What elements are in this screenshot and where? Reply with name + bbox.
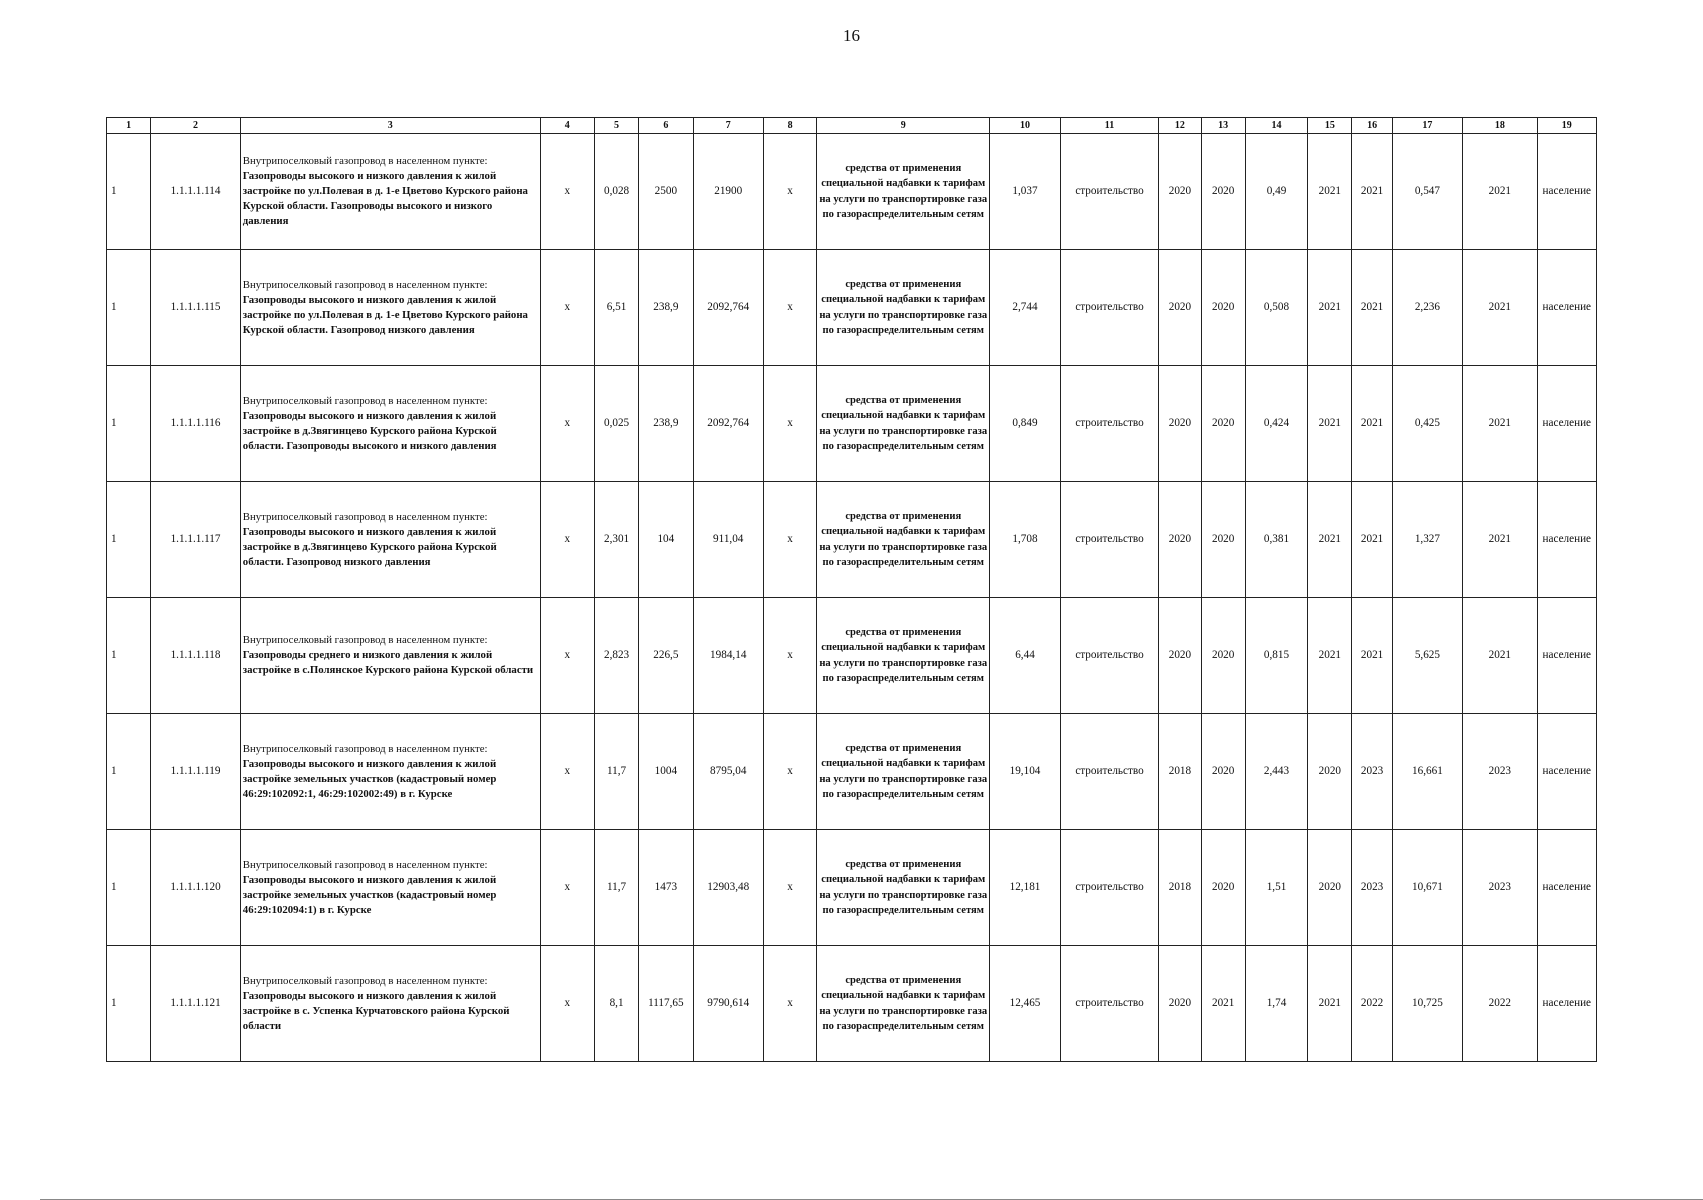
cell-col6: 2500	[639, 134, 693, 250]
row-code: 1.1.1.1.120	[151, 830, 241, 946]
cell-length: 2,823	[594, 598, 638, 714]
cell-col6: 238,9	[639, 366, 693, 482]
description-prefix: Внутрипоселковый газопровод в населенном пункте:	[242, 394, 488, 407]
consumer-group: население	[1537, 714, 1596, 830]
table-row	[107, 366, 1597, 482]
cell-cost: 2,744	[990, 250, 1060, 366]
cell-col8: x	[763, 134, 816, 250]
cell-col6: 1473	[639, 830, 693, 946]
financing-source: средства от применения специальной надбавки к тарифам на услуги по транспортировке газа по газораспределительным сетям	[817, 250, 990, 366]
cell-col16: 2021	[1352, 366, 1392, 482]
description-body: Газопроводы высокого и низкого давления к жилой застройке по ул.Полевая в д. 1-е Цветово Курского района Курской области. Газопровод низкого давления	[242, 293, 528, 336]
row-level: 1	[107, 714, 151, 830]
row-level: 1	[107, 598, 151, 714]
cell-col8: x	[763, 366, 816, 482]
table-row	[107, 598, 1597, 714]
column-header-13: 13	[1201, 118, 1245, 134]
cell-col7: 21900	[693, 134, 763, 250]
cell-col14: 1,74	[1245, 946, 1307, 1062]
row-code: 1.1.1.1.116	[151, 366, 241, 482]
cell-cost: 19,104	[990, 714, 1060, 830]
cell-col4: x	[540, 366, 594, 482]
cell-col8: x	[763, 250, 816, 366]
table-row	[107, 482, 1597, 598]
cell-col15: 2021	[1308, 250, 1352, 366]
cell-col17: 1,327	[1392, 482, 1462, 598]
row-code: 1.1.1.1.121	[151, 946, 241, 1062]
work-type: строительство	[1060, 482, 1159, 598]
table-row	[107, 714, 1597, 830]
cell-col7: 9790,614	[693, 946, 763, 1062]
cell-length: 11,7	[594, 714, 638, 830]
cell-col7: 12903,48	[693, 830, 763, 946]
cell-col16: 2021	[1352, 250, 1392, 366]
work-type: строительство	[1060, 714, 1159, 830]
cell-col7: 2092,764	[693, 366, 763, 482]
cell-col8: x	[763, 830, 816, 946]
object-description	[240, 946, 540, 1062]
table-row	[107, 250, 1597, 366]
financing-source: средства от применения специальной надбавки к тарифам на услуги по транспортировке газа по газораспределительным сетям	[817, 946, 990, 1062]
end-year: 2020	[1201, 598, 1245, 714]
cell-col16: 2021	[1352, 134, 1392, 250]
cell-col7: 2092,764	[693, 250, 763, 366]
cell-col15: 2020	[1308, 714, 1352, 830]
row-level: 1	[107, 946, 151, 1062]
cell-col4: x	[540, 714, 594, 830]
end-year: 2020	[1201, 250, 1245, 366]
object-description	[240, 134, 540, 250]
start-year: 2018	[1159, 830, 1201, 946]
table-row	[107, 946, 1597, 1062]
description-prefix: Внутрипоселковый газопровод в населенном пункте:	[242, 278, 488, 291]
row-code: 1.1.1.1.117	[151, 482, 241, 598]
row-code: 1.1.1.1.118	[151, 598, 241, 714]
column-header-17: 17	[1392, 118, 1462, 134]
cell-col8: x	[763, 714, 816, 830]
description-prefix: Внутрипоселковый газопровод в населенном пункте:	[242, 155, 488, 167]
work-type: строительство	[1060, 134, 1159, 250]
financing-source: средства от применения специальной надбавки к тарифам на услуги по транспортировке газа по газораспределительным сетям	[817, 830, 990, 946]
column-header-14: 14	[1245, 118, 1307, 134]
cell-col15: 2020	[1308, 830, 1352, 946]
cell-length: 8,1	[594, 946, 638, 1062]
consumer-group: население	[1537, 134, 1596, 250]
cell-col15: 2021	[1308, 134, 1352, 250]
cell-col18: 2021	[1463, 250, 1537, 366]
financing-source: средства от применения специальной надбавки к тарифам на услуги по транспортировке газа по газораспределительным сетям	[817, 366, 990, 482]
cell-col14: 1,51	[1245, 830, 1307, 946]
column-header-4: 4	[540, 118, 594, 134]
cell-col4: x	[540, 830, 594, 946]
cell-col14: 2,443	[1245, 714, 1307, 830]
row-level: 1	[107, 250, 151, 366]
cell-col18: 2023	[1463, 830, 1537, 946]
cell-cost: 6,44	[990, 598, 1060, 714]
end-year: 2020	[1201, 366, 1245, 482]
consumer-group: население	[1537, 250, 1596, 366]
table-body	[107, 134, 1597, 1062]
cell-col7: 1984,14	[693, 598, 763, 714]
financing-source: средства от применения специальной надбавки к тарифам на услуги по транспортировке газа по газораспределительным сетям	[817, 134, 990, 250]
column-header-16: 16	[1352, 118, 1392, 134]
header-row	[107, 118, 1597, 134]
end-year: 2020	[1201, 134, 1245, 250]
consumer-group: население	[1537, 482, 1596, 598]
cell-col15: 2021	[1308, 482, 1352, 598]
cell-length: 6,51	[594, 250, 638, 366]
cell-cost: 0,849	[990, 366, 1060, 482]
description-prefix: Внутрипоселковый газопровод в населенном пункте:	[242, 634, 488, 646]
end-year: 2020	[1201, 482, 1245, 598]
cell-cost: 12,465	[990, 946, 1060, 1062]
row-code: 1.1.1.1.115	[151, 250, 241, 366]
cell-col16: 2023	[1352, 830, 1392, 946]
cell-col18: 2021	[1463, 134, 1537, 250]
table-row	[107, 134, 1597, 250]
financing-source: средства от применения специальной надбавки к тарифам на услуги по транспортировке газа по газораспределительным сетям	[817, 482, 990, 598]
cell-col8: x	[763, 946, 816, 1062]
description-body: Газопроводы высокого и низкого давления к жилой застройке по ул.Полевая в д. 1-е Цветово Курского района Курской области. Газопроводы высокого и низкого давления	[242, 170, 528, 227]
financing-source: средства от применения специальной надбавки к тарифам на услуги по транспортировке газа по газораспределительным сетям	[817, 714, 990, 830]
start-year: 2020	[1159, 250, 1201, 366]
cell-col7: 8795,04	[693, 714, 763, 830]
cell-col14: 0,49	[1245, 134, 1307, 250]
description-prefix: Внутрипоселковый газопровод в населенном пункте:	[242, 974, 488, 987]
description-body: Газопроводы высокого и низкого давления к жилой застройке в д.Звягинцево Курского района Курской области. Газопроводы высокого и низкого давления	[242, 409, 497, 452]
cell-length: 0,028	[594, 134, 638, 250]
row-level: 1	[107, 830, 151, 946]
description-body: Газопроводы высокого и низкого давления к жилой застройке в д.Звягинцево Курского района Курской области. Газопровод низкого давления	[242, 525, 497, 568]
cell-col15: 2021	[1308, 946, 1352, 1062]
cell-col4: x	[540, 482, 594, 598]
cell-col14: 0,424	[1245, 366, 1307, 482]
row-level: 1	[107, 134, 151, 250]
column-header-6: 6	[639, 118, 693, 134]
consumer-group: население	[1537, 366, 1596, 482]
page-number: 16	[843, 26, 860, 45]
consumer-group: население	[1537, 830, 1596, 946]
object-description	[240, 482, 540, 598]
row-code: 1.1.1.1.114	[151, 134, 241, 250]
cell-col17: 2,236	[1392, 250, 1462, 366]
column-header-11: 11	[1060, 118, 1159, 134]
cell-col6: 1117,65	[639, 946, 693, 1062]
description-prefix: Внутрипоселковый газопровод в населенном пункте:	[242, 742, 488, 755]
cell-col17: 0,425	[1392, 366, 1462, 482]
cell-col4: x	[540, 946, 594, 1062]
object-description	[240, 830, 540, 946]
financing-source: средства от применения специальной надбавки к тарифам на услуги по транспортировке газа по газораспределительным сетям	[817, 598, 990, 714]
cell-col18: 2021	[1463, 482, 1537, 598]
cell-col16: 2021	[1352, 482, 1392, 598]
work-type: строительство	[1060, 830, 1159, 946]
work-type: строительство	[1060, 946, 1159, 1062]
cell-col8: x	[763, 482, 816, 598]
cell-cost: 1,037	[990, 134, 1060, 250]
cell-col17: 5,625	[1392, 598, 1462, 714]
cell-col6: 238,9	[639, 250, 693, 366]
cell-col16: 2022	[1352, 946, 1392, 1062]
cell-col8: x	[763, 598, 816, 714]
work-type: строительство	[1060, 598, 1159, 714]
investment-table-container	[106, 117, 1597, 1062]
cell-col16: 2021	[1352, 598, 1392, 714]
cell-col15: 2021	[1308, 598, 1352, 714]
cell-col17: 10,725	[1392, 946, 1462, 1062]
cell-cost: 12,181	[990, 830, 1060, 946]
cell-col4: x	[540, 598, 594, 714]
cell-col17: 10,671	[1392, 830, 1462, 946]
column-header-18: 18	[1463, 118, 1537, 134]
start-year: 2020	[1159, 366, 1201, 482]
column-header-5: 5	[594, 118, 638, 134]
object-description	[240, 714, 540, 830]
row-code: 1.1.1.1.119	[151, 714, 241, 830]
cell-col18: 2022	[1463, 946, 1537, 1062]
row-level: 1	[107, 366, 151, 482]
cell-col6: 226,5	[639, 598, 693, 714]
consumer-group: население	[1537, 598, 1596, 714]
investment-table	[106, 117, 1597, 1062]
cell-col17: 16,661	[1392, 714, 1462, 830]
cell-col18: 2023	[1463, 714, 1537, 830]
description-body: Газопроводы высокого и низкого давления к жилой застройке земельных участков (кадастровый номер 46:29:102092:1, 46:29:102002:49) в г. Курске	[242, 757, 497, 800]
start-year: 2020	[1159, 134, 1201, 250]
cell-length: 2,301	[594, 482, 638, 598]
consumer-group: население	[1537, 946, 1596, 1062]
end-year: 2021	[1201, 946, 1245, 1062]
column-header-15: 15	[1308, 118, 1352, 134]
cell-col6: 1004	[639, 714, 693, 830]
column-header-7: 7	[693, 118, 763, 134]
cell-col6: 104	[639, 482, 693, 598]
object-description	[240, 598, 540, 714]
row-level: 1	[107, 482, 151, 598]
end-year: 2020	[1201, 830, 1245, 946]
cell-cost: 1,708	[990, 482, 1060, 598]
column-header-12: 12	[1159, 118, 1201, 134]
description-prefix: Внутрипоселковый газопровод в населенном пункте:	[242, 858, 488, 871]
description-body: Газопроводы высокого и низкого давления к жилой застройке в с. Успенка Курчатовского района Курской области	[242, 989, 510, 1032]
description-body: Газопроводы среднего и низкого давления к жилой застройке в с.Полянское Курского района Курской области	[242, 649, 534, 676]
cell-col14: 0,508	[1245, 250, 1307, 366]
cell-col14: 0,815	[1245, 598, 1307, 714]
description-prefix: Внутрипоселковый газопровод в населенном пункте:	[242, 510, 488, 523]
column-header-1: 1	[107, 118, 151, 134]
cell-length: 11,7	[594, 830, 638, 946]
column-header-10: 10	[990, 118, 1060, 134]
cell-col18: 2021	[1463, 366, 1537, 482]
cell-col15: 2021	[1308, 366, 1352, 482]
object-description	[240, 250, 540, 366]
work-type: строительство	[1060, 366, 1159, 482]
description-body: Газопроводы высокого и низкого давления к жилой застройке земельных участков (кадастровый номер 46:29:102094:1) в г. Курске	[242, 873, 497, 916]
table-row	[107, 830, 1597, 946]
cell-col18: 2021	[1463, 598, 1537, 714]
cell-length: 0,025	[594, 366, 638, 482]
column-header-8: 8	[763, 118, 816, 134]
column-header-19: 19	[1537, 118, 1596, 134]
cell-col4: x	[540, 134, 594, 250]
start-year: 2020	[1159, 598, 1201, 714]
work-type: строительство	[1060, 250, 1159, 366]
start-year: 2020	[1159, 482, 1201, 598]
start-year: 2020	[1159, 946, 1201, 1062]
object-description	[240, 366, 540, 482]
start-year: 2018	[1159, 714, 1201, 830]
cell-col4: x	[540, 250, 594, 366]
cell-col17: 0,547	[1392, 134, 1462, 250]
cell-col16: 2023	[1352, 714, 1392, 830]
column-header-9: 9	[817, 118, 990, 134]
column-header-2: 2	[151, 118, 241, 134]
column-header-3: 3	[240, 118, 540, 134]
cell-col14: 0,381	[1245, 482, 1307, 598]
end-year: 2020	[1201, 714, 1245, 830]
cell-col7: 911,04	[693, 482, 763, 598]
